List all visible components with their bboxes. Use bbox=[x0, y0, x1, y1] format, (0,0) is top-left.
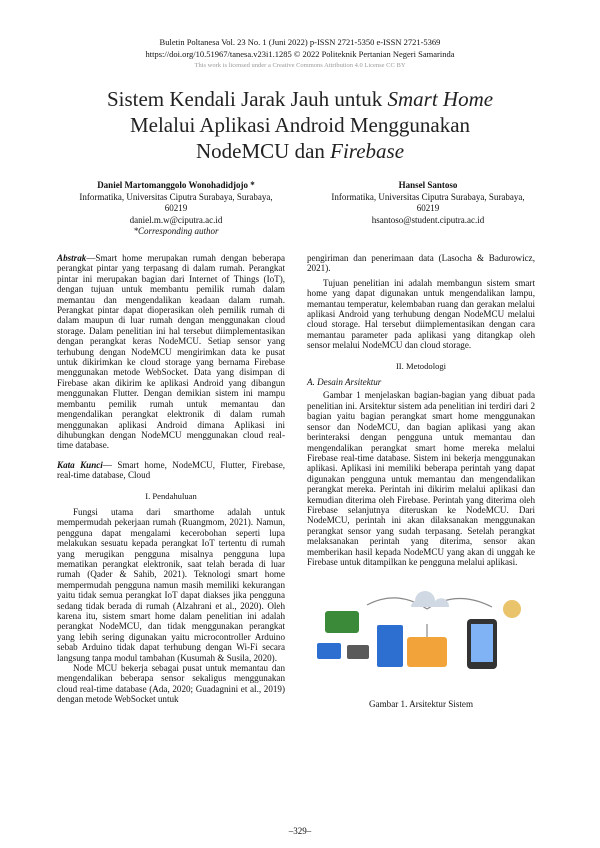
sensor-module-icon bbox=[317, 643, 341, 659]
paper-title: Sistem Kendali Jarak Jauh untuk Smart Home Melalui Aplikasi Android Menggunakan NodeMCU dan Firebase bbox=[106, 87, 494, 163]
author-1 bbox=[60, 180, 292, 238]
author-name: Daniel Martomanggolo Wonohadidjojo * bbox=[97, 180, 255, 190]
author-postcode: 60219 bbox=[416, 203, 440, 213]
author-email[interactable]: daniel.m.w@ciputra.ac.id bbox=[129, 214, 223, 225]
architecture-diagram bbox=[307, 579, 535, 691]
continued-paragraph: pengiriman dan penerimaan data (Lasocha & Badurowicz, 2021). bbox=[307, 253, 535, 274]
author-affiliation: Informatika, Universitas Ciputra Surabaya, Surabaya, bbox=[79, 191, 273, 202]
section-heading-introduction: I. Pendahuluan bbox=[145, 490, 197, 501]
objective-paragraph: Tujuan penelitian ini adalah membangun sistem smart home yang dapat digunakan untuk mengendalikan lampu, memantau temperatur, kelembaban ruang dan gerakan melalui aplikasi Android yang terhubung dengan NodeMCU melalui cloud storage. Hal tersebut diimplementasikan dengan cara memantau parameter pada aplikasi yang ditangkap oleh sensor melalui NodeMCU dan cloud storage. bbox=[307, 277, 535, 351]
author-postcode: 60219 bbox=[164, 203, 188, 213]
sensor-board-icon bbox=[325, 611, 359, 633]
lamp-icon bbox=[503, 600, 521, 618]
author-name: Hansel Santoso bbox=[398, 180, 458, 190]
nodemcu-icon bbox=[377, 625, 403, 667]
relay-icon bbox=[347, 645, 369, 659]
author-email[interactable]: hsantoso@student.ciputra.ac.id bbox=[371, 214, 485, 225]
journal-header: Buletin Poltanesa Vol. 23 No. 1 (Juni 2022) p-ISSN 2721-5350 e-ISSN 2721-5369 bbox=[159, 37, 441, 47]
figure-caption: Gambar 1. Arsitektur Sistem bbox=[368, 699, 474, 710]
left-column bbox=[57, 253, 285, 705]
subsection-heading: A. Desain Arsitektur bbox=[307, 377, 382, 388]
page-number: –329– bbox=[288, 826, 312, 836]
corresponding-note: *Corresponding author bbox=[133, 226, 219, 236]
section-heading-methodology: II. Metodologi bbox=[395, 360, 447, 371]
author-2 bbox=[312, 180, 544, 226]
license-line: This work is licensed under a Creative Commons Attribution 4.0 License CC BY bbox=[194, 62, 406, 69]
abstract: Abstrak—Smart home merupakan rumah dengan beberapa perangkat pintar yang terpasang di dalam rumah. Perangkat pintar ini merupakan bagian dari Internet of Things (IoT), dengan tujuan untuk membantu pemilik rumah dalam memantau dan mengendalikan keadaan dalam rumah. Perangkat pintar dapat dioperasikan oleh pemilik rumah di dalam maupun di luar rumah dengan menggunakan cloud storage. Dalam penelitian ini hal tersebut diimplementasikan dengan perangkat keras NodeMCU. Setiap sensor yang terhubung dengan NodeMCU mengirimkan data ke pusat untuk dikirimkan ke cloud storage yang bernama Firebase menggunakan metode WebSocket. Data yang disimpan di Firebase akan dikirim ke aplikasi Android yang dibangun menggunakan Flutter. Dengan demikian sistem ini mampu membantu pemilik rumah untuk memantau dan mengendalikan perangkat elektronik di dalam rumah menggunakan aplikasi Android dimana Aplikasi ini dihubungkan dengan NodeMCU menggunakan cloud real-time database. bbox=[57, 253, 285, 451]
keywords: Kata Kunci— Smart home, NodeMCU, Flutter, Firebase, real-time database, Cloud bbox=[57, 459, 286, 481]
intro-paragraph-2: Node MCU bekerja sebagai pusat untuk memantau dan mengendalikan beberapa sensor sekaligus menggunakan cloud real-time database (Ada, 2020; Guadagnini et al., 2019) dengan metode WebSocket untuk bbox=[57, 663, 285, 705]
cloud-icon bbox=[411, 591, 449, 607]
architecture-paragraph: Gambar 1 menjelaskan bagian-bagian yang dibuat pada penelitian ini. Arsitektur sistem ada penelitian ini terdiri dari 2 bagian yaitu bagian perangkat smart home menggunakan sensor dan NodeMCU, dan bagian aplikasi yang akan berinteraksi dengan pengguna untuk memantau dan mengendalikan perangkat smart home mereka melalui Firebase real-time database. Sistem ini bekerja menggunakan aplikasi. Aplikasi ini memiliki beberapa perintah yang dapat digunakan pengguna untuk memantau dan mengendalikan perangkat mereka. Perintah ini dikirim melalui aplikasi dan kemudian diterima oleh Firebase. Perintah yang diterima oleh Firebase selanjutnya diteruskan ke NodeMCU. Dari NodeMCU, perintah ini akan dilaksanakan menggunakan perangkat sensor yang sudah terpasang. Setelah perangkat melaksanakan perintah yang diterima, sensor akan memberikan hasil kepada NodeMCU yang akan di unggah ke Firebase untuk ditampilkan ke pengguna melalui aplikasi. bbox=[307, 390, 535, 567]
author-affiliation: Informatika, Universitas Ciputra Surabaya, Surabaya, bbox=[331, 191, 525, 202]
right-column bbox=[307, 253, 535, 710]
doi-line[interactable]: https://doi.org/10.51967/tanesa.v23i1.1285 © 2022 Politeknik Pertanian Negeri Samarinda bbox=[145, 49, 455, 59]
firebase-icon bbox=[407, 637, 447, 667]
intro-paragraph-1: Fungsi utama dari smarthome adalah untuk mempermudah pekerjaan rumah (Ruangmom, 2021). Namun, pengguna dapat mengalami kecerobohan seperti lupa melakukan sesuatu kepada perangkat IoT tertentu di rumah yang merugikan pengguna misalnya pengguna lupa mematikan perangkat elektronik, saat telah berada di luar rumah (Qader & Sahib, 2021). Teknologi smart home mempermudah pengguna namun masih memiliki kekurangan yaitu tidak semua perangkat IoT dapat diakses jika pengguna sedang tidak berada di rumah (Alzahrani et al., 2020). Oleh karena itu, sistem smart home dalam penelitian ini adalah perangkat NodeMCU, dan tidak menggunakan perangkat yang lebih sering digunakan yaitu microcontroller Arduino sebab Arduino tidak dapat terhubung dengan Wi-Fi secara langsung tanpa modul tambahan (Kusumah & Susila, 2020). bbox=[57, 506, 285, 663]
architecture-figure bbox=[307, 579, 535, 691]
